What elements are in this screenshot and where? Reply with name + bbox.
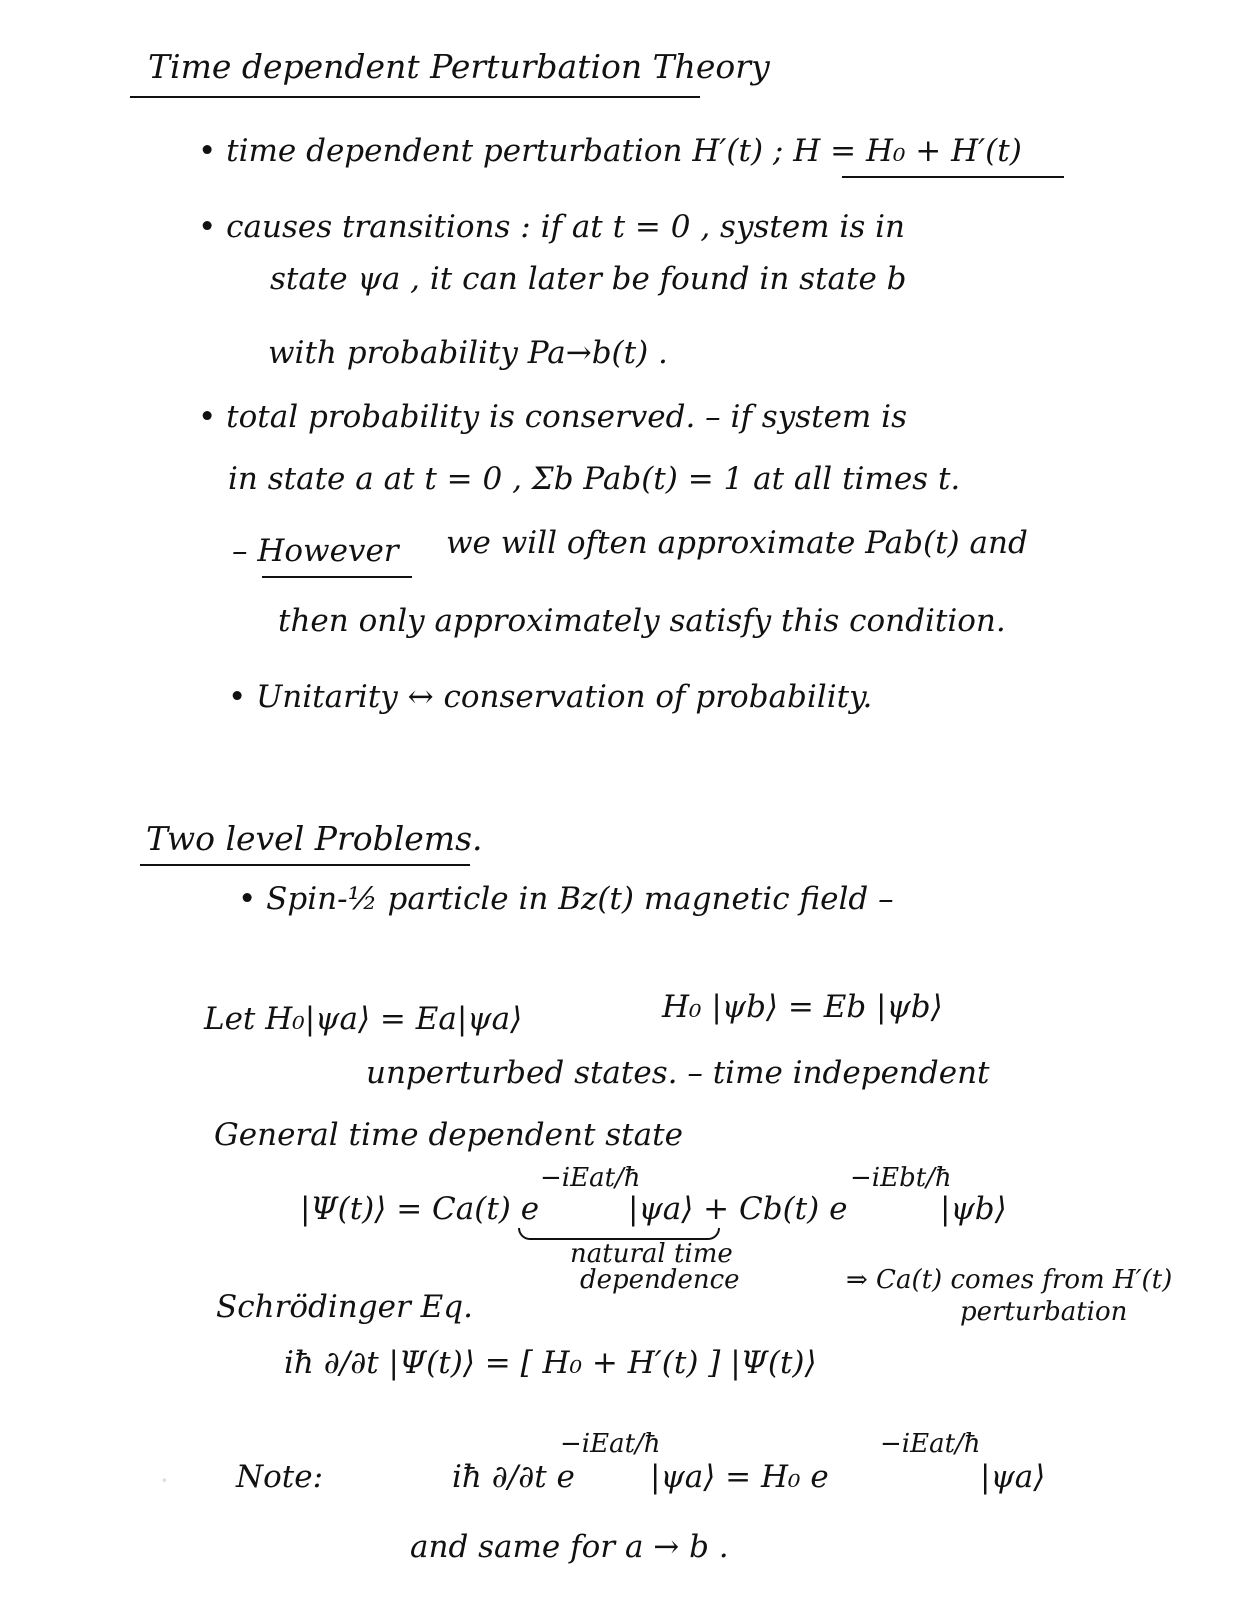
ca-origin-note-line-2: perturbation [960,1297,1128,1327]
schrodinger-label: Schrödinger Eq. [216,1289,473,1325]
section-title-perturbation-theory: Time dependent Perturbation Theory [148,47,770,86]
ca-origin-note-line-1: ⇒ Ca(t) comes from H′(t) [846,1265,1173,1295]
note-equation-left: iħ ∂/∂t e [452,1459,575,1495]
note-exponent-left: −iEat/ħ [560,1429,661,1459]
note-equation-right: |ψa⟩ [980,1459,1046,1495]
state-equation-exponent-b: −iEbt/ħ [850,1163,952,1193]
bullet-causes-transitions-line-2: state ψa , it can later be found in state b [270,261,907,297]
closing-line: and same for a → b . [410,1529,729,1565]
section-title-two-level-problems: Two level Problems. [146,819,483,858]
hamiltonian-underline [842,176,1064,178]
however-underline [262,576,412,578]
state-equation-left: |Ψ(t)⟩ = Ca(t) e [300,1191,540,1227]
bullet-unitarity: • Unitarity ↔ conservation of probability. [228,679,873,715]
however-line-2: then only approximately satisfy this condition. [278,603,1006,639]
note-label: Note: [236,1459,324,1495]
note-equation-middle: |ψa⟩ = H₀ e [650,1459,829,1495]
title-underline [130,96,700,98]
bullet-total-probability-line-1: • total probability is conserved. – if system is [198,399,907,435]
section-2-title-underline [140,864,470,866]
natural-time-label-2: dependence [580,1265,740,1295]
general-state-label: General time dependent state [214,1117,683,1153]
however-rest: we will often approximate Pab(t) and [446,525,1028,561]
eigenstate-equation-b: H₀ |ψb⟩ = Eb |ψb⟩ [662,989,943,1025]
however-word: – However [232,533,399,569]
bullet-spin-half-particle: • Spin-½ particle in Bz(t) magnetic field – [238,881,894,917]
state-equation-exponent-a: −iEat/ħ [540,1163,641,1193]
note-exponent-right: −iEat/ħ [880,1429,981,1459]
scan-smudge: · [160,1464,169,1497]
schrodinger-equation: iħ ∂/∂t |Ψ(t)⟩ = [ H₀ + H′(t) ] |Ψ(t)⟩ [284,1345,817,1381]
state-equation-right: |ψb⟩ [940,1191,1007,1227]
unperturbed-states-note: unperturbed states. – time independent [366,1055,990,1091]
bullet-time-dependent-perturbation: • time dependent perturbation H′(t) ; H = H₀ + H′(t) [198,133,1022,169]
bullet-causes-transitions-line-1: • causes transitions : if at t = 0 , system is in [198,209,905,245]
state-equation-middle: |ψa⟩ + Cb(t) e [628,1191,848,1227]
bullet-total-probability-line-2: in state a at t = 0 , Σb Pab(t) = 1 at all times t. [228,461,961,497]
natural-time-label-1: natural time [570,1239,733,1269]
bullet-causes-transitions-line-3: with probability Pa→b(t) . [268,335,668,371]
eigenstate-equation-a: Let H₀|ψa⟩ = Ea|ψa⟩ [204,1001,523,1037]
